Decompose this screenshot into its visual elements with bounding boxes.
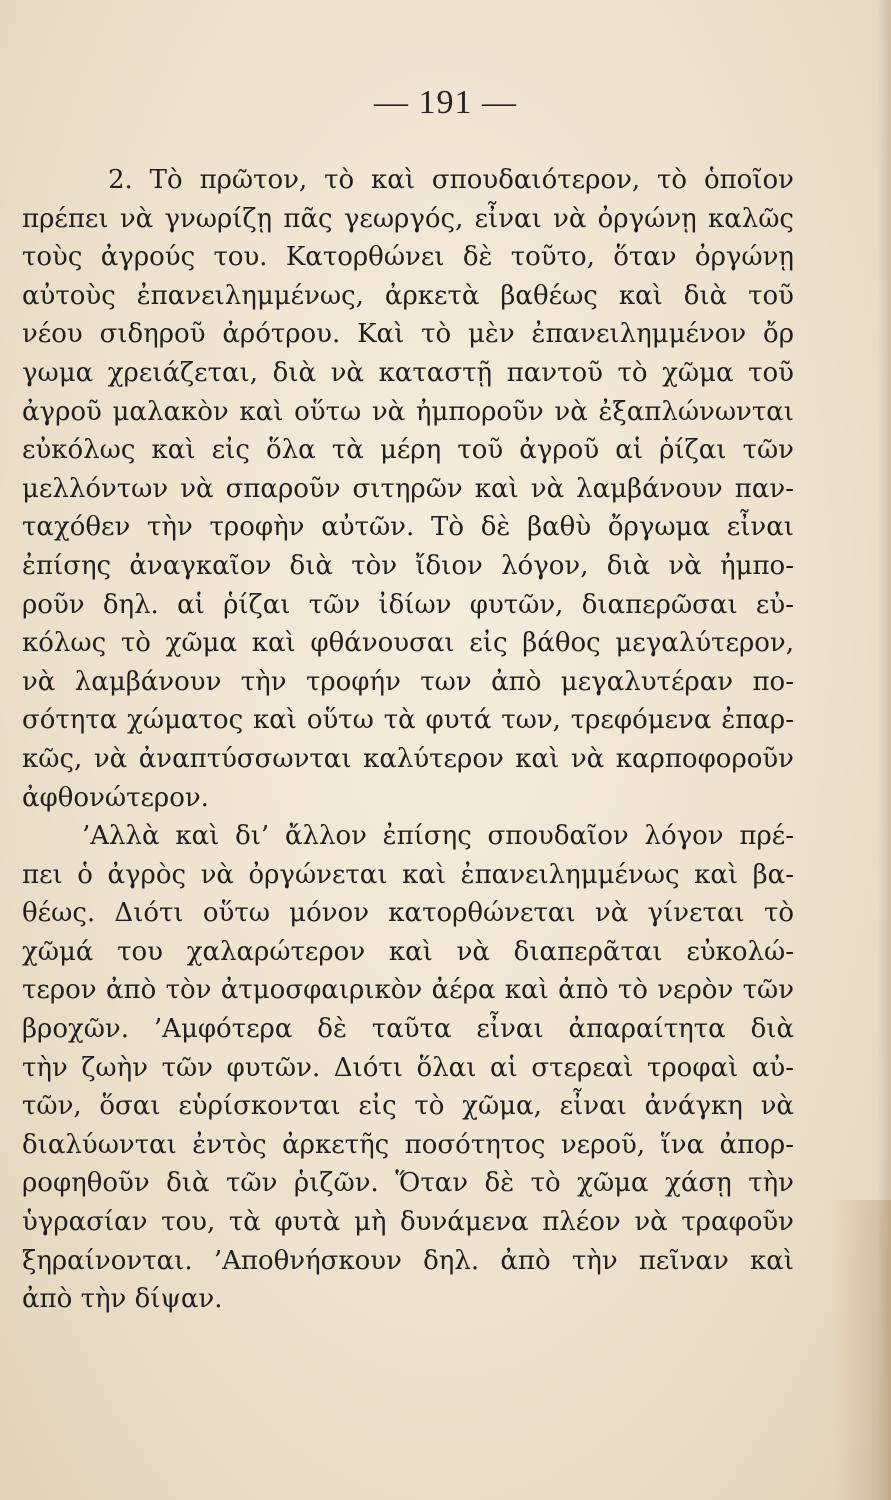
text-line: ὑγρασίαν του, τὰ φυτὰ μὴ δυνάμενα πλέον νὰ τραφοῦν xyxy=(22,1207,794,1238)
text-line: νέου σιδηροῦ ἀρότρου. Καὶ τὸ μὲν ἐπανειλημμένον ὄρ xyxy=(22,319,794,350)
text-line: 2. Τὸ πρῶτον, τὸ καὶ σπουδαιότερον, τὸ ὁποῖον xyxy=(108,165,794,195)
text-line: διαλύωνται ἐντὸς ἀρκετῆς ποσότητος νεροῦ, ἵνα ἀπορ- xyxy=(22,1129,794,1160)
body-text xyxy=(22,161,794,1319)
text-line: πει ὁ ἀγρὸς νὰ ὀργώνεται καὶ ἐπανειλημμένως καὶ βα- xyxy=(22,859,794,890)
text-line: ἀφθονώτερον. xyxy=(22,782,209,813)
text-line: πρέπει νὰ γνωρίζῃ πᾶς γεωργός, εἶναι νὰ ὀργώνῃ καλῶς xyxy=(22,203,794,234)
text-line: τῶν, ὅσαι εὑρίσκονται εἰς τὸ χῶμα, εἶναι ἀνάγκη νὰ xyxy=(22,1091,794,1122)
text-line: ξηραίνονται. ’Αποθνήσκουν δηλ. ἀπὸ τὴν πεῖναν καὶ xyxy=(22,1245,794,1276)
text-line: ταχόθεν τὴν τροφὴν αὐτῶν. Τὸ δὲ βαθὺ ὄργωμα εἶναι xyxy=(22,512,794,543)
text-line: τὴν ζωὴν τῶν φυτῶν. Διότι ὅλαι αἱ στερεαὶ τροφαὶ αὐ- xyxy=(22,1052,794,1083)
page-stain xyxy=(831,1200,891,1500)
text-line: θέως. Διότι οὕτω μόνον κατορθώνεται νὰ γίνεται τὸ xyxy=(22,898,794,929)
text-line: ἀπὸ τὴν δίψαν. xyxy=(22,1284,223,1315)
text-line: χῶμά του χαλαρώτερον καὶ νὰ διαπερᾶται εὐκολώ- xyxy=(22,936,794,967)
text-line: βροχῶν. ’Αμφότερα δὲ ταῦτα εἶναι ἀπαραίτητα διὰ xyxy=(22,1014,794,1045)
page-number: — 191 — xyxy=(374,84,517,121)
text-line: κόλως τὸ χῶμα καὶ φθάνουσαι εἰς βάθος μεγαλύτερον, xyxy=(22,628,794,659)
text-line: ροφηθοῦν διὰ τῶν ῥιζῶν. Ὅταν δὲ τὸ χῶμα χάσῃ τὴν xyxy=(22,1168,794,1199)
text-line: ’Αλλὰ καὶ δι’ ἄλλον ἐπίσης σπουδαῖον λόγον πρέ- xyxy=(82,821,794,852)
text-line: γωμα χρειάζεται, διὰ νὰ καταστῇ παντοῦ τὸ χῶμα τοῦ xyxy=(22,357,794,388)
text-line: σότητα χώματος καὶ οὕτω τὰ φυτά των, τρεφόμενα ἐπαρ- xyxy=(22,705,794,736)
text-line: νὰ λαμβάνουν τὴν τροφήν των ἀπὸ μεγαλυτέραν πο- xyxy=(22,666,794,697)
text-line: εὐκόλως καὶ εἰς ὅλα τὰ μέρη τοῦ ἀγροῦ αἱ ῥίζαι τῶν xyxy=(22,435,794,466)
text-line: μελλόντων νὰ σπαροῦν σιτηρῶν καὶ νὰ λαμβάνουν παν- xyxy=(22,473,794,504)
text-line: ἐπίσης ἀναγκαῖον διὰ τὸν ἴδιον λόγον, διὰ νὰ ἠμπο- xyxy=(22,550,794,581)
text-line: τερον ἀπὸ τὸν ἀτμοσφαιρικὸν ἀέρα καὶ ἀπὸ τὸ νερὸν τῶν xyxy=(22,975,794,1006)
text-line: αὐτοὺς ἐπανειλημμένως, ἀρκετὰ βαθέως καὶ διὰ τοῦ xyxy=(22,280,794,311)
text-line: ἀγροῦ μαλακὸν καὶ οὕτω νὰ ἠμποροῦν νὰ ἐξαπλώνωνται xyxy=(22,396,794,427)
text-line: τοὺς ἀγρούς του. Κατορθώνει δὲ τοῦτο, ὅταν ὀργώνῃ xyxy=(22,242,794,273)
text-line: κῶς, νὰ ἀναπτύσσωνται καλύτερον καὶ νὰ καρποφοροῦν xyxy=(22,743,794,774)
text-line: ροῦν δηλ. αἱ ῥίζαι τῶν ἰδίων φυτῶν, διαπερῶσαι εὐ- xyxy=(22,589,794,620)
